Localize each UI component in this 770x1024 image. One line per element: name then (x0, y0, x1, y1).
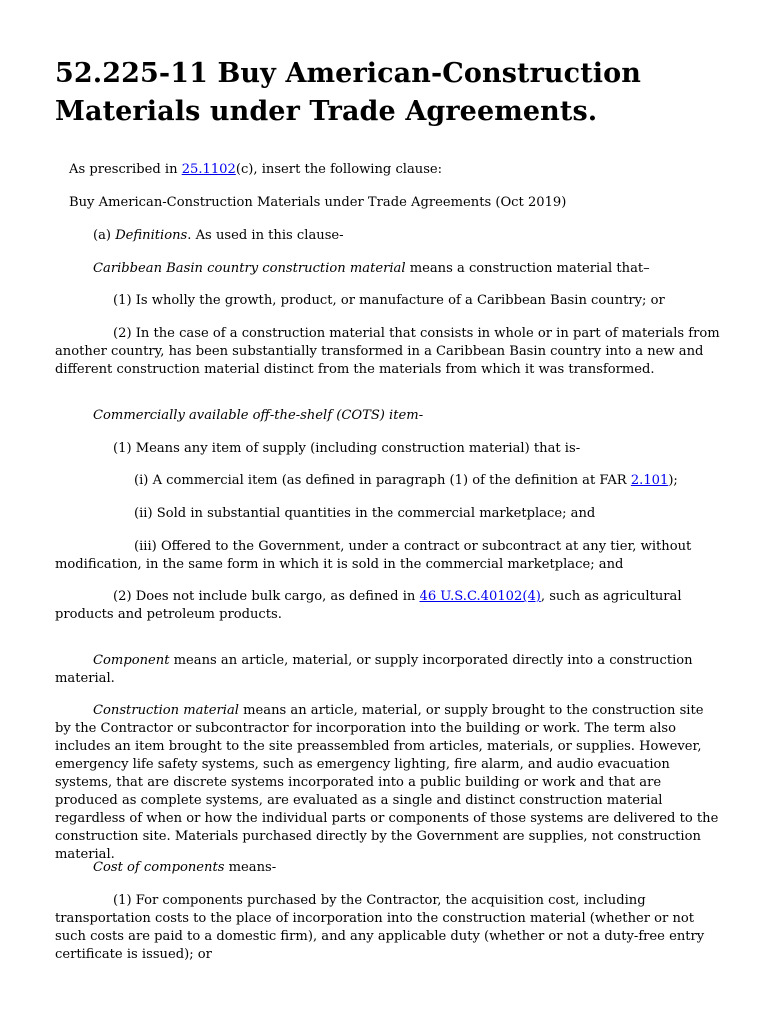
link-2-101[interactable]: 2.101 (630, 473, 669, 488)
cots-item-1: (1) Means any item of supply (including construction material) that is- (113, 441, 581, 456)
caribbean-item-1: (1) Is wholly the growth, product, or manufacture of a Caribbean Basin country; or (113, 293, 665, 308)
clause-title: Buy American-Construction Materials under Trade Agreements (Oct 2019) (69, 195, 567, 210)
component-definition: Component means an article, material, or supply incorporated directly into a construction material. (55, 653, 693, 686)
link-46-usc-40102[interactable]: 46 U.S.C.40102(4) (419, 589, 541, 604)
component-term: Component (93, 653, 170, 668)
cots-sub-ii: (ii) Sold in substantial quantities in the commercial marketplace; and (134, 506, 596, 521)
caribbean-definition: Caribbean Basin country construction material means a construction material that– (93, 261, 650, 276)
construction-material-term: Construction material (93, 703, 239, 718)
caribbean-item-2: (2) In the case of a construction material that consists in whole or in part of materials from another country, has been substantially transformed in a Caribbean Basin country into a new and different construction material distinct from the materials from which it was transformed. (55, 326, 720, 377)
construction-material-definition: Construction material means an article, material, or supply brought to the construction site by the Contractor or subcontractor for incorporation into the building or work. The term also includes an item brought to the site preassembled from articles, materials, or supplies. However, emergency life safety systems, such as emergency lighting, fire alarm, and audio evacuation systems, that are discrete systems incorporated into a public building or work and that are produced as complete systems, are evaluated as a single and distinct construction material regardless of when or how the individual parts or components of those systems are delivered to the construction site. Materials purchased directly by the Government are supplies, not construction material. (55, 703, 719, 862)
cost-of-components-term: Cost of components (93, 860, 225, 875)
page-title: 52.225-11 Buy American-Construction Materials under Trade Agreements. (55, 58, 641, 127)
definitions-paragraph: (a) Definitions. As used in this clause- (93, 228, 344, 243)
cots-sub-iii: (iii) Offered to the Government, under a contract or subcontract at any tier, without modification, in the same form in which it is sold in the commercial marketplace; and (55, 539, 692, 572)
cost-of-components-item-1: (1) For components purchased by the Contractor, the acquisition cost, including transportation costs to the place of incorporation into the construction material (whether or not such costs are paid to a domestic firm), and any applicable duty (whether or not a duty-free entry certificate is issued); or (55, 893, 705, 962)
cost-of-components-definition: Cost of components means- (93, 860, 277, 875)
definitions-term: Definitions (115, 228, 188, 243)
cots-term: Commercially available off-the-shelf (COTS) item (93, 408, 419, 423)
caribbean-term: Caribbean Basin country construction material (93, 261, 406, 276)
cots-item-2: (2) Does not include bulk cargo, as defined in 46 U.S.C.40102(4), such as agricultural products and petroleum products. (55, 589, 682, 622)
cots-definition: Commercially available off-the-shelf (COTS) item- (93, 408, 424, 423)
link-25-1102[interactable]: 25.1102 (181, 162, 236, 177)
cots-sub-i: (i) A commercial item (as defined in paragraph (1) of the definition at FAR 2.101); (134, 473, 678, 488)
prescribed-paragraph: As prescribed in 25.1102(c), insert the following clause: (69, 162, 443, 177)
